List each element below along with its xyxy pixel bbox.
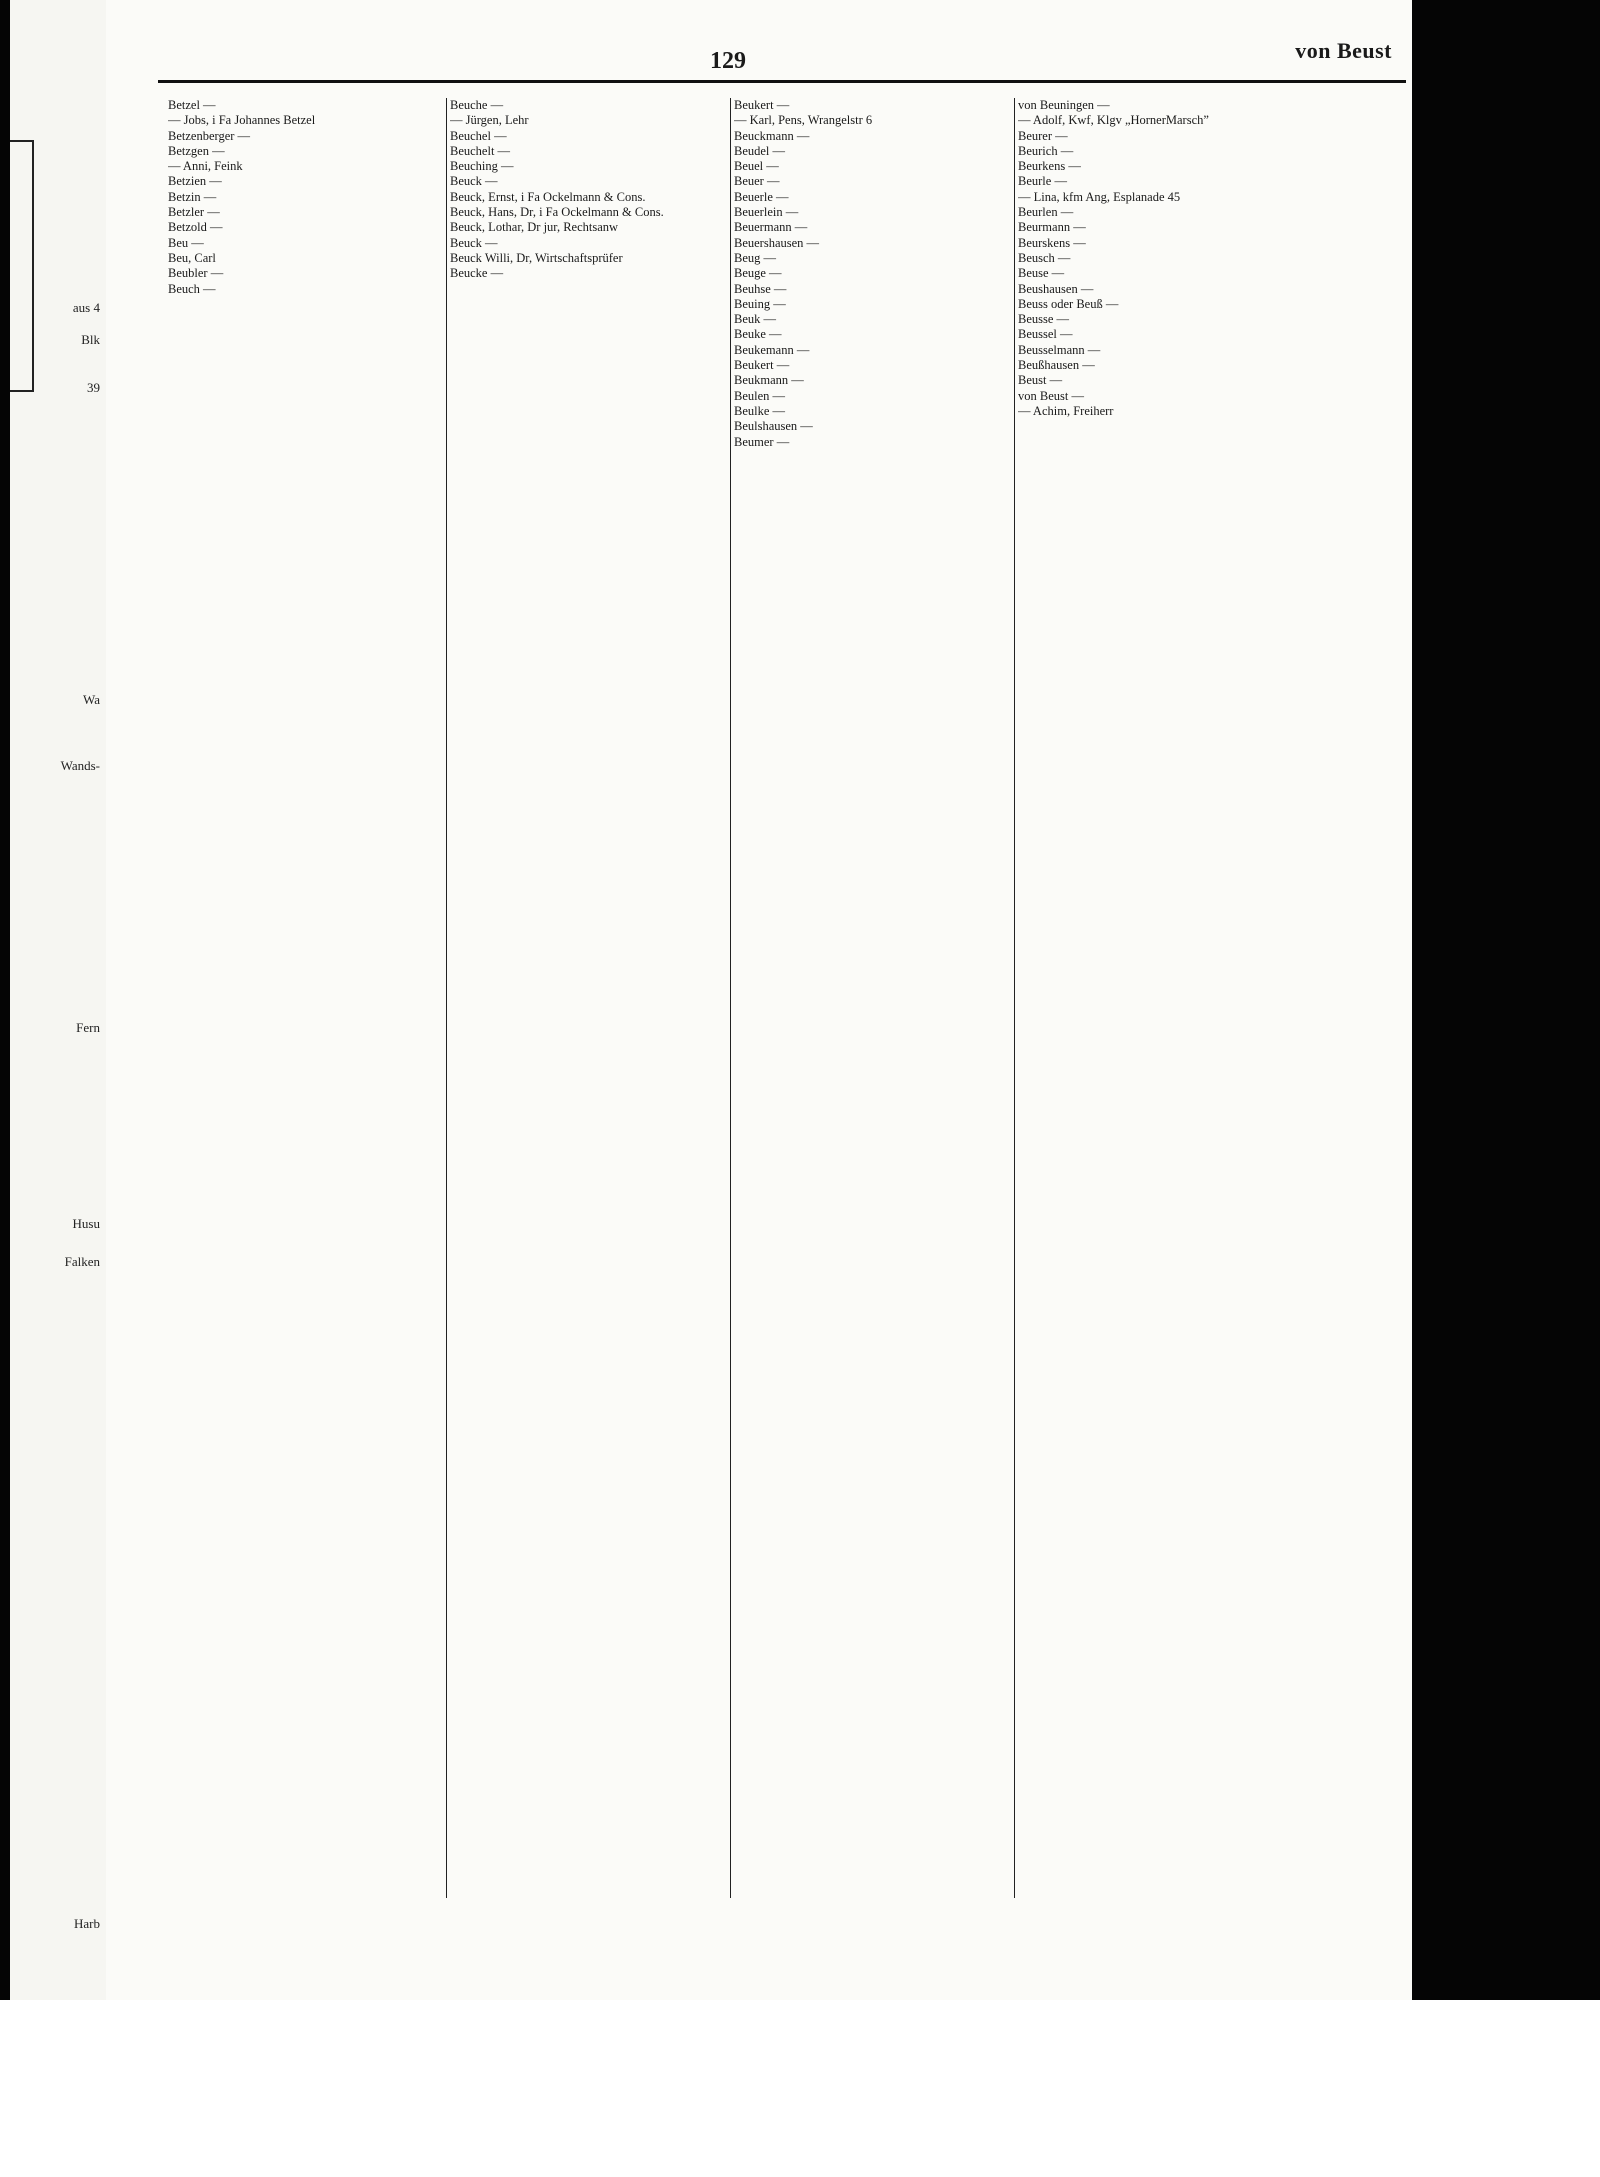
previous-page-fragment: aus 4 [72,300,100,315]
directory-entry: Beusse — [1018,312,1070,327]
directory-entry: Beuss oder Beuß — [1018,296,1119,311]
directory-entry: Beuel — [734,159,779,174]
scan-border-left [0,0,10,2000]
directory-entry: Beurmann — [1018,220,1086,235]
directory-entry: Beug — [734,250,777,265]
column-divider [446,98,447,1898]
directory-entry: Beuck, Ernst, i Fa Ockelmann & Cons. [450,189,646,204]
directory-entry: Beuershausen — [734,235,820,250]
directory-entry: Beuckmann — [734,128,810,143]
directory-entry: Betzler — [168,205,220,220]
directory-entry: Beukmann — [734,373,804,388]
previous-page-fragment: Harb [74,1916,100,1931]
page-number: 129 [710,48,746,74]
directory-entry: Beuk — [734,312,777,327]
scan-border-right [1412,0,1600,2000]
column-divider [1014,98,1015,1898]
previous-page-fragment: Blk [81,332,100,347]
directory-entry: Beuchel — [450,128,507,143]
directory-entry: Beuck — [450,174,498,189]
directory-entry: Beust — [1018,373,1063,388]
directory-entry: Beudel — [734,143,786,158]
directory-entry: Beuse — [1018,266,1065,281]
directory-entry: — Lina, kfm Ang, Esplanade 45 [1018,189,1181,204]
directory-entry: Beulke — [734,403,786,418]
directory-column-2 [450,98,726,1903]
directory-entry: Betzold — [168,220,223,235]
directory-entry: Beubler — [168,266,224,281]
previous-page-fragment: Wa [83,692,100,707]
directory-entry: Beuck, Hans, Dr, i Fa Ockelmann & Cons. [450,205,664,220]
previous-page-box-frame [10,140,34,392]
directory-entry: — Jobs, i Fa Johannes Betzel [168,113,316,128]
previous-page-fragment: Wands- [60,758,100,773]
directory-entry: Beurer — [1018,128,1068,143]
directory-entry: Beurlen — [1018,205,1074,220]
directory-entry: Beuch — [168,281,216,296]
previous-page-fragment: Fern [76,1020,100,1035]
directory-column-3 [734,98,1010,1903]
directory-entry: Beuing — [734,296,786,311]
directory-entry: — Karl, Pens, Wrangelstr 6 [734,113,873,128]
previous-page-fragment: Falken [64,1254,100,1269]
directory-entry: von Beust — [1018,388,1084,403]
directory-entry: — Anni, Feink [168,159,243,174]
column-divider [730,98,731,1898]
previous-page-fragment: 39 [87,380,100,395]
directory-entry: — Adolf, Kwf, Klgv „HornerMarsch” [1018,113,1209,128]
directory-entry: Beushausen — [1018,281,1094,296]
directory-entry: Beurle — [1018,174,1067,189]
directory-entry: Beuck — [450,235,498,250]
directory-entry: Beuermann — [734,220,808,235]
directory-entry: — Achim, Freiherr [1018,403,1114,418]
running-head: von Beust [1295,38,1392,63]
directory-entry: Beuck Willi, Dr, Wirtschaftsprüfer [450,250,623,265]
directory-entry: Beusselmann — [1018,342,1101,357]
directory-entry: Beurskens — [1018,235,1086,250]
directory-entry: Betzenberger — [168,128,251,143]
previous-page-fragment: Husu [72,1216,100,1231]
directory-column-4 [1018,98,1294,1903]
page-margin-bottom [0,2000,1600,2177]
directory-entry: Beurkens — [1018,159,1081,174]
directory-entry: Beulen — [734,388,786,403]
directory-entry: Beußhausen — [1018,358,1095,373]
directory-entry: Beumer — [734,434,790,449]
directory-entry: Beurich — [1018,143,1074,158]
directory-entry: Beukert — [734,98,790,112]
directory-entry: Beu — [168,235,204,250]
directory-entry: Beulshausen — [734,419,813,434]
directory-entry: Beukert — [734,358,790,373]
directory-entry: Beukemann — [734,342,810,357]
directory-entry: Beuching — [450,159,514,174]
directory-column-1 [168,98,444,1903]
directory-entry: Beuerlein — [734,205,799,220]
directory-entry: Beuhse — [734,281,787,296]
directory-entry: Betzel — [168,98,216,112]
directory-entry: Beuke — [734,327,782,342]
directory-entry: Beuer — [734,174,780,189]
header-rule [158,80,1406,83]
directory-entry: Beusch — [1018,250,1071,265]
directory-page [110,0,1412,2000]
directory-entry: Beuche — [450,98,504,112]
directory-entry: Beussel — [1018,327,1073,342]
directory-entry: von Beuningen — [1018,98,1110,112]
directory-entry: Betzgen — [168,143,225,158]
directory-entry: Beuge — [734,266,782,281]
previous-page-edge [10,0,109,2000]
directory-entry: Beu, Carl [168,250,216,265]
directory-entry: Beucke — [450,266,504,281]
directory-entry: — Jürgen, Lehr [450,113,529,128]
directory-entry: Beuchelt — [450,143,511,158]
directory-entry: Betzin — [168,189,217,204]
directory-entry: Beuerle — [734,189,789,204]
directory-entry: Betzien — [168,174,222,189]
directory-entry: Beuck, Lothar, Dr jur, Rechtsanw [450,220,619,235]
